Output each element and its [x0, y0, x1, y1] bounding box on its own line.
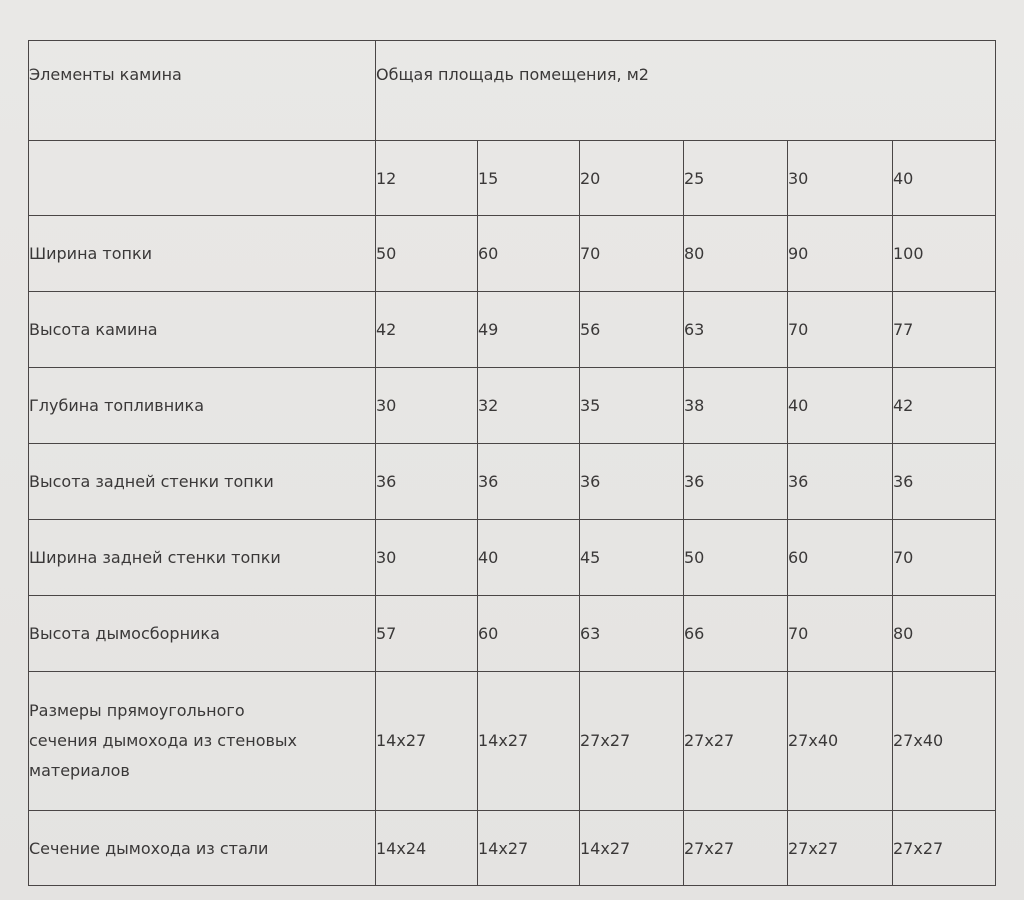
- cell-value: 14x27: [580, 811, 684, 886]
- cell-value: 70: [788, 292, 893, 368]
- cell-value: 80: [684, 216, 788, 292]
- cell-value: 36: [376, 444, 478, 520]
- cell-value: 40: [478, 520, 580, 596]
- row-label: [29, 672, 376, 811]
- cell-value: 27x27: [893, 811, 996, 886]
- area-value: 15: [478, 141, 580, 216]
- cell-value: 80: [893, 596, 996, 672]
- cell-value: 36: [684, 444, 788, 520]
- cell-value: 27x27: [580, 672, 684, 811]
- table-row: [29, 216, 996, 292]
- cell-value: 38: [684, 368, 788, 444]
- cell-value: 35: [580, 368, 684, 444]
- header-elements: Элементы камина: [29, 41, 376, 141]
- cell-value: 77: [893, 292, 996, 368]
- row-label: Высота камина: [29, 292, 376, 368]
- cell-value: 14x27: [478, 672, 580, 811]
- cell-value: 49: [478, 292, 580, 368]
- header-area: Общая площадь помещения, м2: [376, 41, 996, 141]
- area-value: 12: [376, 141, 478, 216]
- cell-value: 30: [376, 368, 478, 444]
- table-row: [29, 520, 996, 596]
- area-value: 30: [788, 141, 893, 216]
- table-row: [29, 811, 996, 886]
- table-row: [29, 672, 996, 811]
- cell-value: 14x27: [478, 811, 580, 886]
- areas-row: [29, 141, 996, 216]
- cell-value: 36: [478, 444, 580, 520]
- cell-value: 70: [788, 596, 893, 672]
- row-label: Высота дымосборника: [29, 596, 376, 672]
- cell-value: 63: [684, 292, 788, 368]
- cell-value: 50: [376, 216, 478, 292]
- cell-value: 63: [580, 596, 684, 672]
- cell-value: 90: [788, 216, 893, 292]
- area-value: 20: [580, 141, 684, 216]
- cell-value: 45: [580, 520, 684, 596]
- table-row: [29, 444, 996, 520]
- table-row: [29, 596, 996, 672]
- area-value: 40: [893, 141, 996, 216]
- row-label: Глубина топливника: [29, 368, 376, 444]
- cell-value: 14x27: [376, 672, 478, 811]
- cell-value: 42: [893, 368, 996, 444]
- cell-value: 27x40: [788, 672, 893, 811]
- empty-cell: [29, 141, 376, 216]
- cell-value: 56: [580, 292, 684, 368]
- row-label-line: материалов: [29, 761, 130, 780]
- cell-value: 42: [376, 292, 478, 368]
- cell-value: 32: [478, 368, 580, 444]
- cell-value: 60: [478, 596, 580, 672]
- table-row: [29, 292, 996, 368]
- cell-value: 40: [788, 368, 893, 444]
- cell-value: 27x40: [893, 672, 996, 811]
- cell-value: 36: [580, 444, 684, 520]
- row-label: Высота задней стенки топки: [29, 444, 376, 520]
- header-row: [29, 41, 996, 141]
- row-label: Сечение дымохода из стали: [29, 811, 376, 886]
- row-label-line: Размеры прямоугольного: [29, 701, 245, 720]
- row-label: Ширина задней стенки топки: [29, 520, 376, 596]
- cell-value: 100: [893, 216, 996, 292]
- row-label-line: сечения дымохода из стеновых: [29, 731, 298, 750]
- cell-value: 60: [788, 520, 893, 596]
- cell-value: 36: [788, 444, 893, 520]
- cell-value: 50: [684, 520, 788, 596]
- cell-value: 60: [478, 216, 580, 292]
- cell-value: 57: [376, 596, 478, 672]
- fireplace-dimensions-table: [28, 40, 996, 886]
- cell-value: 27x27: [684, 672, 788, 811]
- row-label: Ширина топки: [29, 216, 376, 292]
- cell-value: 30: [376, 520, 478, 596]
- area-value: 25: [684, 141, 788, 216]
- cell-value: 27x27: [684, 811, 788, 886]
- table-row: [29, 368, 996, 444]
- cell-value: 66: [684, 596, 788, 672]
- cell-value: 14x24: [376, 811, 478, 886]
- cell-value: 27x27: [788, 811, 893, 886]
- cell-value: 36: [893, 444, 996, 520]
- cell-value: 70: [893, 520, 996, 596]
- cell-value: 70: [580, 216, 684, 292]
